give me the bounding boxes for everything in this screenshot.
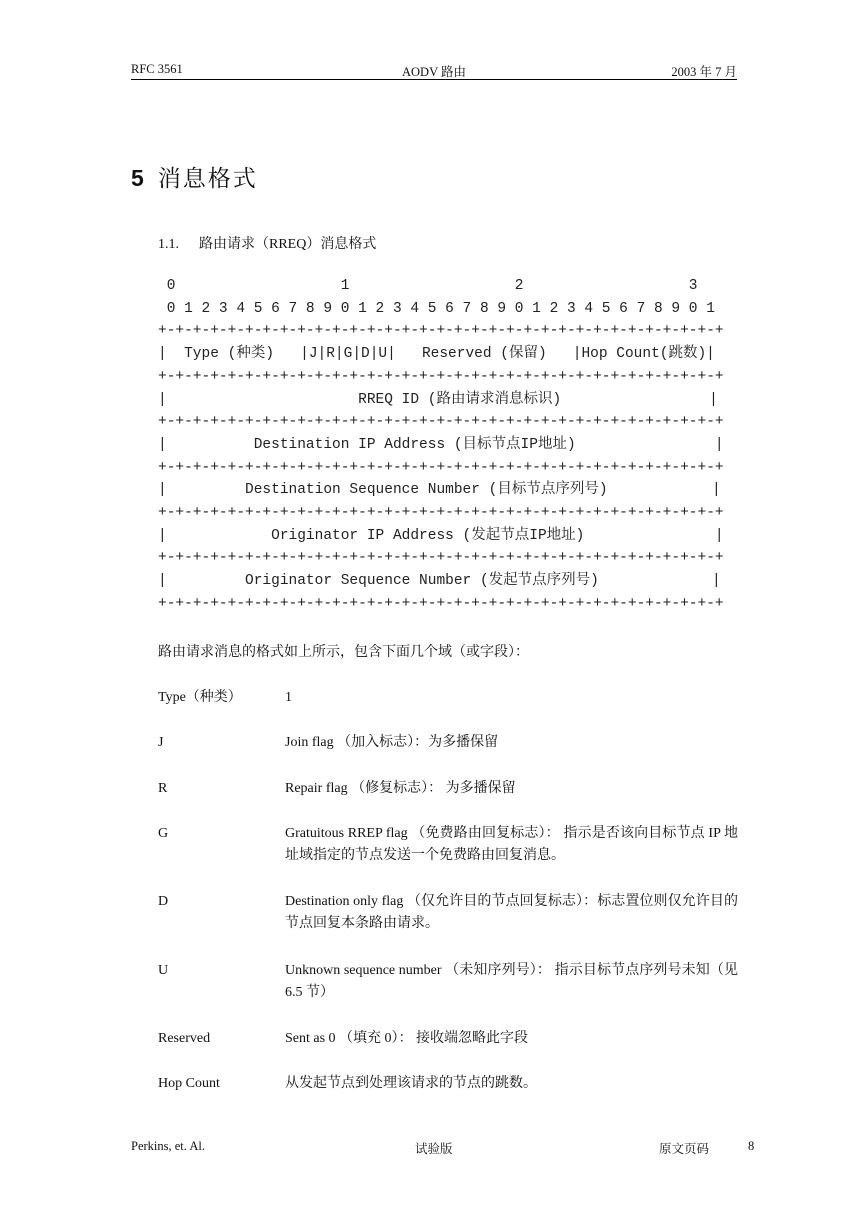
- subsection-number: 1.1.: [158, 237, 179, 252]
- diagram-line: +-+-+-+-+-+-+-+-+-+-+-+-+-+-+-+-+-+-+-+-+-+-+-+-+-+-+-+-+-+-+-+-+: [158, 414, 724, 431]
- page-header: [131, 62, 737, 80]
- section-heading: [131, 160, 258, 193]
- header-rfc-number: RFC 3561: [131, 62, 183, 76]
- field-description: Repair flag （修复标志）： 为多播保留: [285, 781, 516, 796]
- diagram-line: | Destination IP Address (目标节点IP地址) |: [158, 436, 724, 453]
- section-title: 消息格式: [157, 166, 258, 191]
- diagram-line: +-+-+-+-+-+-+-+-+-+-+-+-+-+-+-+-+-+-+-+-+-+-+-+-+-+-+-+-+-+-+-+-+: [158, 459, 724, 476]
- field-name: Hop Count: [158, 1076, 220, 1091]
- field-name: J: [158, 735, 164, 750]
- field-name: G: [158, 826, 169, 841]
- subsection-heading: [158, 233, 376, 253]
- field-description: 从发起节点到处理该请求的节点的跳数。: [285, 1076, 537, 1091]
- field-description: Join flag （加入标志）：为多播保留: [285, 735, 499, 750]
- field-name: Reserved: [158, 1031, 211, 1046]
- diagram-line: | RREQ ID (路由请求消息标识) |: [158, 391, 718, 408]
- rreq-packet-diagram: [158, 275, 724, 616]
- diagram-line: | Destination Sequence Number (目标节点序列号) |: [158, 482, 721, 499]
- footer-page-number: 8: [748, 1139, 755, 1153]
- field-description: Sent as 0 （填充 0）： 接收端忽略此字段: [285, 1031, 529, 1046]
- diagram-line: +-+-+-+-+-+-+-+-+-+-+-+-+-+-+-+-+-+-+-+-+-+-+-+-+-+-+-+-+-+-+-+-+: [158, 550, 724, 567]
- footer-edition: 试验版: [415, 1142, 453, 1156]
- field-description: Gratuitous RREP flag （免费路由回复标志）： 指示是否该向目标节点 IP 地址域指定的节点发送一个免费路由回复消息。: [285, 826, 738, 863]
- section-number: 5: [131, 165, 144, 191]
- field-name: Type（种类）: [158, 690, 242, 705]
- field-name: D: [158, 894, 169, 909]
- diagram-line: | Type (种类) |J|R|G|D|U| Reserved (保留) |Hop Count(跳数)|: [158, 346, 715, 363]
- diagram-line: 0 1 2 3: [158, 278, 698, 294]
- field-name: R: [158, 781, 168, 796]
- footer-original-page-label: 原文页码: [659, 1142, 710, 1156]
- diagram-line: +-+-+-+-+-+-+-+-+-+-+-+-+-+-+-+-+-+-+-+-+-+-+-+-+-+-+-+-+-+-+-+-+: [158, 323, 724, 340]
- footer-authors: Perkins, et. Al.: [131, 1139, 205, 1153]
- subsection-title: 路由请求（RREQ）消息格式: [199, 237, 377, 252]
- diagram-line: 0 1 2 3 4 5 6 7 8 9 0 1 2 3 4 5 6 7 8 9 0 1 2 3 4 5 6 7 8 9 0 1: [158, 300, 715, 317]
- diagram-line: | Originator Sequence Number (发起节点序列号) |: [158, 573, 721, 590]
- header-title: AODV 路由: [401, 65, 466, 79]
- field-description: Unknown sequence number （未知序列号）： 指示目标节点序列号未知（见 6.5 节）: [285, 963, 738, 1000]
- header-date: 2003 年 7 月: [671, 65, 737, 79]
- diagram-line: +-+-+-+-+-+-+-+-+-+-+-+-+-+-+-+-+-+-+-+-+-+-+-+-+-+-+-+-+-+-+-+-+: [158, 505, 724, 522]
- diagram-line: +-+-+-+-+-+-+-+-+-+-+-+-+-+-+-+-+-+-+-+-+-+-+-+-+-+-+-+-+-+-+-+-+: [158, 595, 724, 612]
- field-description: 1: [285, 690, 292, 705]
- diagram-line: +-+-+-+-+-+-+-+-+-+-+-+-+-+-+-+-+-+-+-+-+-+-+-+-+-+-+-+-+-+-+-+-+: [158, 368, 724, 385]
- intro-paragraph: 路由请求消息的格式如上所示，包含下面几个域（或字段）：: [158, 645, 529, 660]
- diagram-line: | Originator IP Address (发起节点IP地址) |: [158, 527, 724, 544]
- field-name: U: [158, 963, 169, 978]
- field-description: Destination only flag （仅允许目的节点回复标志）：标志置位则仅允许目的节点回复本条路由请求。: [285, 894, 738, 931]
